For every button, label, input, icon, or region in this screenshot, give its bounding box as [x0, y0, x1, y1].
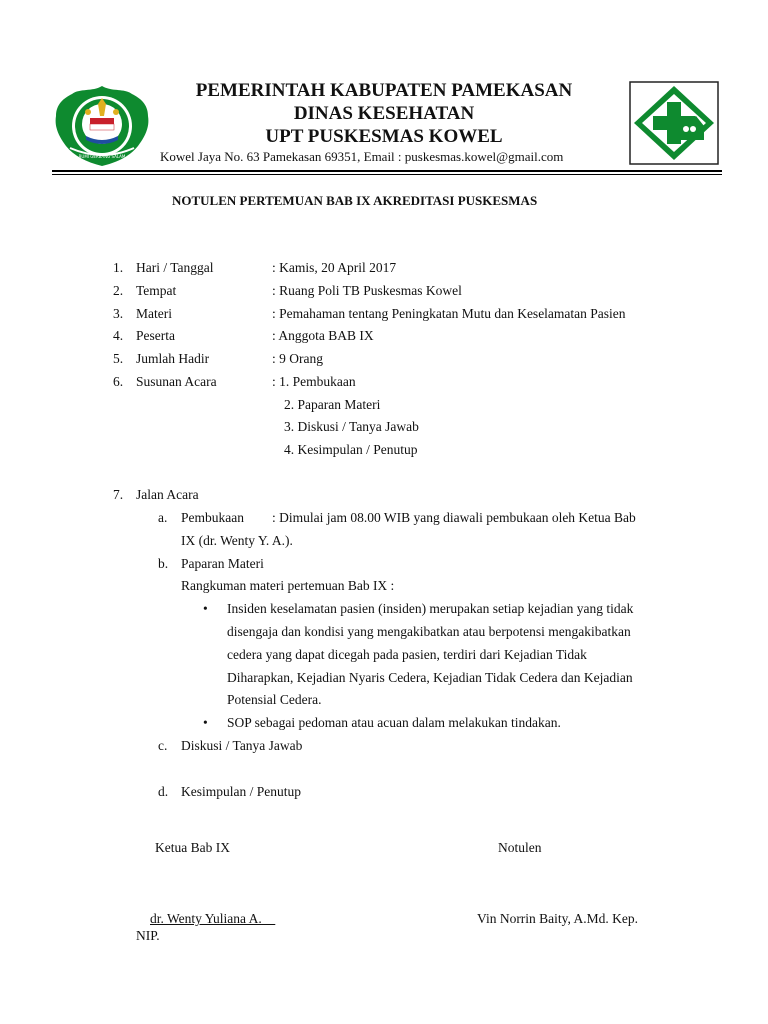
item-label: Materi — [136, 306, 172, 321]
bullet-text-line: Potensial Cedera. — [227, 692, 322, 707]
item-label: Hari / Tanggal — [136, 260, 214, 275]
header-address: Kowel Jaya No. 63 Pamekasan 69351, Email : puskesmas.kowel@gmail.com — [160, 149, 564, 164]
sub-label: Pembukaan — [181, 510, 244, 525]
item-value: : 1. Pembukaan — [272, 374, 356, 389]
bullet-text-line: cedera yang dapat dicegah pada pasien, terdiri dari Kejadian Tidak — [227, 647, 587, 662]
header-department: DINAS KESEHATAN — [293, 103, 475, 124]
document-title: NOTULEN PERTEMUAN BAB IX AKREDITASI PUSKESMAS — [172, 193, 538, 208]
agenda-item: 3. Diskusi / Tanya Jawab — [284, 419, 419, 434]
item-value: : Pemahaman tentang Peningkatan Mutu dan Keselamatan Pasien — [272, 306, 626, 321]
header-puskesmas: UPT PUSKESMAS KOWEL — [265, 126, 503, 147]
item-label: Susunan Acara — [136, 374, 217, 389]
sub-label: Diskusi / Tanya Jawab — [181, 738, 303, 753]
puskesmas-logo-icon — [628, 80, 720, 166]
signature-nip: NIP. — [136, 928, 160, 943]
item-number: 2. — [113, 283, 124, 298]
item-number: 4. — [113, 328, 124, 343]
item-number: 7. — [113, 487, 124, 502]
emblem-motto: BUMI GERBANG SALAM — [78, 154, 126, 159]
bullet-text-line: SOP sebagai pedoman atau acuan dalam melakukan tindakan. — [227, 715, 561, 730]
sub-text: : Dimulai jam 08.00 WIB yang diawali pembukaan oleh Ketua Bab — [272, 510, 636, 525]
bullet-text-line: disengaja dan kondisi yang mengakibatkan atau berpotensi mengakibatkan — [227, 624, 631, 639]
item-value: : Kamis, 20 April 2017 — [272, 260, 397, 275]
bullet-text-line: Insiden keselamatan pasien (insiden) merupakan setiap kejadian yang tidak — [227, 601, 634, 616]
agenda-item: 2. Paparan Materi — [284, 397, 381, 412]
signature-name-chair: dr. Wenty Yuliana A. — [150, 911, 276, 926]
signature-role-chair: Ketua Bab IX — [155, 840, 230, 855]
summary-intro: Rangkuman materi pertemuan Bab IX : — [181, 578, 395, 593]
sub-letter: c. — [158, 738, 168, 753]
header-rule-thick — [52, 170, 722, 172]
bullet-icon: • — [203, 715, 208, 730]
sub-label: Kesimpulan / Penutup — [181, 784, 301, 799]
item-number: 1. — [113, 260, 124, 275]
item-label: Peserta — [136, 328, 175, 343]
item-label: Jalan Acara — [136, 487, 199, 502]
sub-label: Paparan Materi — [181, 556, 264, 571]
sub-letter: d. — [158, 784, 169, 799]
bullet-text-line: Diharapkan, Kejadian Nyaris Cedera, Kejadian Tidak Cedera dan Kejadian — [227, 670, 633, 685]
item-value: : Anggota BAB IX — [272, 328, 374, 343]
agenda-item: 4. Kesimpulan / Penutup — [284, 442, 418, 457]
sub-letter: a. — [158, 510, 168, 525]
item-value: : Ruang Poli TB Puskesmas Kowel — [272, 283, 462, 298]
header-rule-thin — [52, 174, 722, 175]
item-value: : 9 Orang — [272, 351, 323, 366]
signature-name-notetaker: Vin Norrin Baity, A.Md. Kep. — [477, 911, 639, 926]
item-number: 3. — [113, 306, 124, 321]
sub-letter: b. — [158, 556, 169, 571]
item-label: Jumlah Hadir — [136, 351, 210, 366]
item-number: 6. — [113, 374, 124, 389]
signature-role-notetaker: Notulen — [498, 840, 542, 855]
bullet-icon: • — [203, 601, 208, 616]
header-government: PEMERINTAH KABUPATEN PAMEKASAN — [195, 80, 573, 101]
item-number: 5. — [113, 351, 124, 366]
sub-text: IX (dr. Wenty Y. A.). — [181, 533, 293, 548]
item-label: Tempat — [136, 283, 177, 298]
